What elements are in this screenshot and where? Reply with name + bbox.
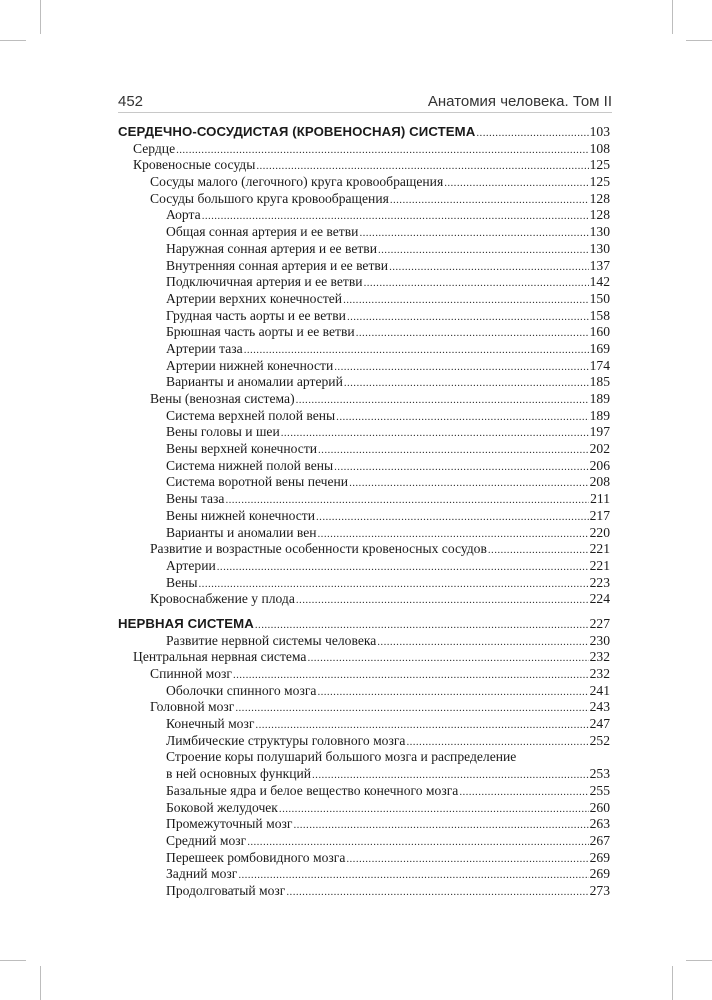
header-rule (118, 112, 612, 113)
crop-mark (686, 960, 712, 961)
toc-entry-title: Вены (166, 574, 198, 590)
toc-entry (118, 291, 610, 308)
dot-leader (199, 576, 589, 593)
toc-entry (118, 816, 610, 833)
dot-leader (318, 442, 589, 459)
dot-leader (359, 225, 588, 242)
toc-page-number: 253 (589, 766, 610, 782)
toc-entry-title: Артерии нижней конечности (166, 357, 334, 373)
toc-entry (118, 157, 610, 174)
dot-leader (347, 309, 589, 326)
toc-entry (118, 666, 610, 683)
toc-entry (118, 174, 610, 191)
toc-entry (118, 541, 610, 558)
toc-entry-title: Оболочки спинного мозга (166, 682, 317, 698)
toc-page-number: 108 (589, 140, 610, 156)
toc-entry (118, 374, 610, 391)
toc-entry-title: СЕРДЕЧНО-СОСУДИСТАЯ (КРОВЕНОСНАЯ) СИСТЕМА (118, 124, 476, 139)
dot-leader (293, 817, 588, 834)
dot-leader (202, 208, 589, 225)
toc-page-number: 263 (589, 816, 610, 832)
toc-entry-title: Развитие и возрастные особенности кровеносных сосудов (150, 541, 487, 557)
toc-page-number: 130 (589, 240, 610, 256)
toc-entry (118, 274, 610, 291)
table-of-contents (118, 124, 610, 900)
toc-entry-title: Конечный мозг (166, 716, 255, 732)
dot-leader (307, 650, 588, 667)
dot-leader (406, 734, 588, 751)
crop-mark (672, 0, 673, 34)
toc-entry-title: Артерии таза (166, 340, 243, 356)
toc-page-number: 128 (589, 207, 610, 223)
toc-page-number: 125 (589, 157, 610, 173)
dot-leader (281, 425, 589, 442)
crop-mark (0, 960, 26, 961)
toc-entry (118, 424, 610, 441)
toc-entry (118, 883, 610, 900)
toc-entry-title: в ней основных функций (166, 766, 312, 782)
toc-entry-title: Варианты и аномалии артерий (166, 374, 343, 390)
toc-entry-title: Центральная нервная система (133, 649, 307, 665)
toc-page-number: 160 (589, 324, 610, 340)
toc-entry-title: Наружная сонная артерия и ее ветви (166, 240, 377, 256)
dot-leader (296, 592, 589, 609)
toc-page-number: 189 (589, 391, 610, 406)
toc-page-number: 206 (589, 457, 610, 473)
toc-entry-title: Варианты и аномалии вен (166, 524, 317, 540)
toc-page-number: 232 (589, 649, 610, 665)
toc-entry (118, 324, 610, 341)
toc-entry-title: Базальные ядра и белое вещество конечного мозга (166, 782, 459, 798)
toc-entry (118, 649, 610, 666)
dot-leader (389, 259, 589, 276)
toc-entry-title: Система верхней полой вены (166, 407, 336, 423)
dot-leader (488, 542, 589, 559)
toc-page-number: 130 (589, 224, 610, 240)
toc-entry-title: Общая сонная артерия и ее ветви (166, 224, 359, 240)
toc-page-number: 197 (589, 424, 610, 440)
dot-leader (244, 342, 589, 359)
dot-leader (225, 492, 589, 509)
dot-leader (390, 192, 589, 209)
book-title: Анатомия человека. Том II (427, 93, 612, 110)
dot-leader (459, 784, 588, 801)
toc-entry (118, 850, 610, 867)
toc-entry-title: Вены нижней конечности (166, 507, 316, 523)
dot-leader (317, 684, 588, 701)
toc-page-number: 208 (589, 474, 610, 490)
toc-entry-title: Артерии (166, 557, 216, 573)
dot-leader (377, 634, 588, 651)
toc-entry-title: Вены (венозная система) (150, 391, 295, 406)
toc-entry-title: Кровеносные сосуды (133, 157, 256, 173)
toc-entry (118, 575, 610, 592)
toc-page-number: 223 (589, 574, 610, 590)
toc-entry (118, 391, 610, 408)
toc-page-number: 189 (589, 407, 610, 423)
toc-entry (118, 733, 610, 750)
dot-leader (286, 884, 588, 901)
dot-leader (233, 667, 589, 684)
toc-entry (118, 525, 610, 542)
toc-page-number: 158 (589, 307, 610, 323)
toc-page-number: 221 (589, 541, 610, 557)
dot-leader (378, 242, 589, 259)
toc-entry (118, 441, 610, 458)
dot-leader (344, 375, 589, 392)
toc-page-number: 142 (589, 274, 610, 290)
toc-entry-title: Головной мозг (150, 699, 235, 715)
toc-entry-title: НЕРВНАЯ СИСТЕМА (118, 615, 254, 631)
toc-entry (118, 558, 610, 575)
toc-page-number: 260 (589, 799, 610, 815)
toc-page-number: 243 (589, 699, 610, 715)
toc-entry-title: Сосуды малого (легочного) круга кровообращения (150, 174, 444, 190)
crop-mark (40, 966, 41, 1000)
toc-page-number: 169 (589, 340, 610, 356)
toc-entry (118, 766, 610, 783)
dot-leader (238, 867, 588, 884)
dot-leader (356, 325, 589, 342)
dot-leader (343, 292, 589, 309)
dot-leader (334, 459, 588, 476)
toc-entry (118, 458, 610, 475)
dot-leader (364, 275, 589, 292)
toc-entry-title: Развитие нервной системы человека (166, 632, 377, 648)
toc-entry (118, 800, 610, 817)
dot-leader (256, 158, 588, 175)
toc-entry-title: Грудная часть аорты и ее ветви (166, 307, 346, 323)
toc-page-number: 185 (589, 374, 610, 390)
crop-mark (686, 40, 712, 41)
dot-leader (296, 392, 589, 409)
crop-mark (0, 40, 26, 41)
toc-page-number: 220 (589, 524, 610, 540)
toc-entry-title: Спинной мозг (150, 666, 232, 681)
dot-leader (316, 509, 589, 526)
toc-page-number: 211 (590, 491, 610, 507)
toc-entry-title: Средний мозг (166, 832, 247, 848)
toc-entry (118, 749, 610, 766)
dot-leader (476, 125, 588, 142)
toc-page-number: 137 (589, 257, 610, 273)
dot-leader (444, 175, 588, 192)
toc-entry-title: Кровоснабжение у плода (150, 591, 295, 607)
toc-entry (118, 141, 610, 158)
toc-entry-title: Вены таза (166, 491, 225, 507)
toc-page-number: 247 (589, 716, 610, 732)
toc-entry (118, 699, 610, 716)
dot-leader (176, 142, 589, 159)
toc-entry-title: Задний мозг (166, 866, 238, 882)
dot-leader (318, 526, 589, 543)
toc-entry (118, 341, 610, 358)
toc-entry-title: Вены верхней конечности (166, 441, 318, 457)
toc-entry-title: Строение коры полушарий большого мозга и распределение (166, 749, 517, 765)
dot-leader (235, 700, 588, 717)
toc-page-number: 241 (589, 682, 610, 698)
toc-section-entry (118, 616, 610, 633)
toc-entry-title: Лимбические структуры головного мозга (166, 732, 406, 748)
dot-leader (349, 475, 589, 492)
toc-entry-title: Сосуды большого круга кровообращения (150, 190, 389, 206)
toc-entry (118, 191, 610, 208)
toc-entry (118, 474, 610, 491)
toc-page-number: 217 (589, 507, 610, 523)
toc-page-number: 128 (589, 190, 610, 206)
dot-leader (255, 717, 588, 734)
toc-entry (118, 241, 610, 258)
toc-entry-title: Внутренняя сонная артерия и ее ветви (166, 257, 389, 273)
dot-leader (336, 409, 588, 426)
toc-entry (118, 866, 610, 883)
toc-page-number: 269 (589, 849, 610, 865)
toc-entry (118, 224, 610, 241)
toc-page-number: 221 (589, 557, 610, 573)
toc-page-number: 103 (589, 124, 610, 139)
toc-entry (118, 491, 610, 508)
dot-leader (255, 617, 589, 634)
toc-entry-title: Боковой желудочек (166, 799, 278, 815)
toc-entry-title: Подключичная артерия и ее ветви (166, 274, 363, 290)
toc-page-number: 227 (589, 615, 610, 631)
toc-page-number: 273 (589, 882, 610, 898)
toc-entry-title: Продолговатый мозг (166, 882, 286, 898)
toc-entry (118, 508, 610, 525)
toc-entry (118, 783, 610, 800)
dot-leader (217, 559, 589, 576)
toc-page-number: 150 (589, 290, 610, 306)
toc-page-number: 125 (589, 174, 610, 190)
toc-page-number: 174 (589, 357, 610, 373)
toc-entry-title: Система нижней полой вены (166, 457, 334, 473)
toc-entry-title: Артерии верхних конечностей (166, 290, 343, 306)
toc-page-number: 269 (589, 866, 610, 882)
crop-mark (40, 0, 41, 34)
dot-leader (346, 851, 588, 868)
toc-entry (118, 591, 610, 608)
toc-entry (118, 258, 610, 275)
toc-entry (118, 833, 610, 850)
toc-entry-title: Перешеек ромбовидного мозга (166, 849, 346, 865)
toc-page-number: 202 (589, 441, 610, 457)
crop-mark (672, 966, 673, 1000)
toc-entry (118, 683, 610, 700)
toc-page-number: 255 (589, 782, 610, 798)
toc-entry-title: Промежуточный мозг (166, 816, 293, 832)
page-number: 452 (118, 93, 144, 110)
toc-entry (118, 716, 610, 733)
toc-entry (118, 408, 610, 425)
toc-page-number: 232 (589, 666, 610, 681)
toc-entry-title: Брюшная часть аорты и ее ветви (166, 324, 355, 340)
dot-leader (312, 767, 589, 784)
toc-page-number: 230 (589, 632, 610, 648)
toc-page-number: 224 (589, 591, 610, 607)
toc-page-number: 267 (589, 832, 610, 848)
toc-entry-title: Сердце (133, 140, 176, 156)
toc-entry (118, 207, 610, 224)
toc-entry-title: Вены головы и шеи (166, 424, 280, 440)
toc-entry-title: Аорта (166, 207, 201, 223)
toc-entry (118, 358, 610, 375)
dot-leader (334, 359, 588, 376)
toc-page-number: 252 (589, 732, 610, 748)
running-header (118, 88, 612, 110)
dot-leader (247, 834, 588, 851)
toc-entry (118, 308, 610, 325)
toc-entry (118, 633, 610, 650)
toc-entry-title: Система воротной вены печени (166, 474, 349, 490)
toc-section-entry (118, 124, 610, 141)
dot-leader (279, 801, 589, 818)
